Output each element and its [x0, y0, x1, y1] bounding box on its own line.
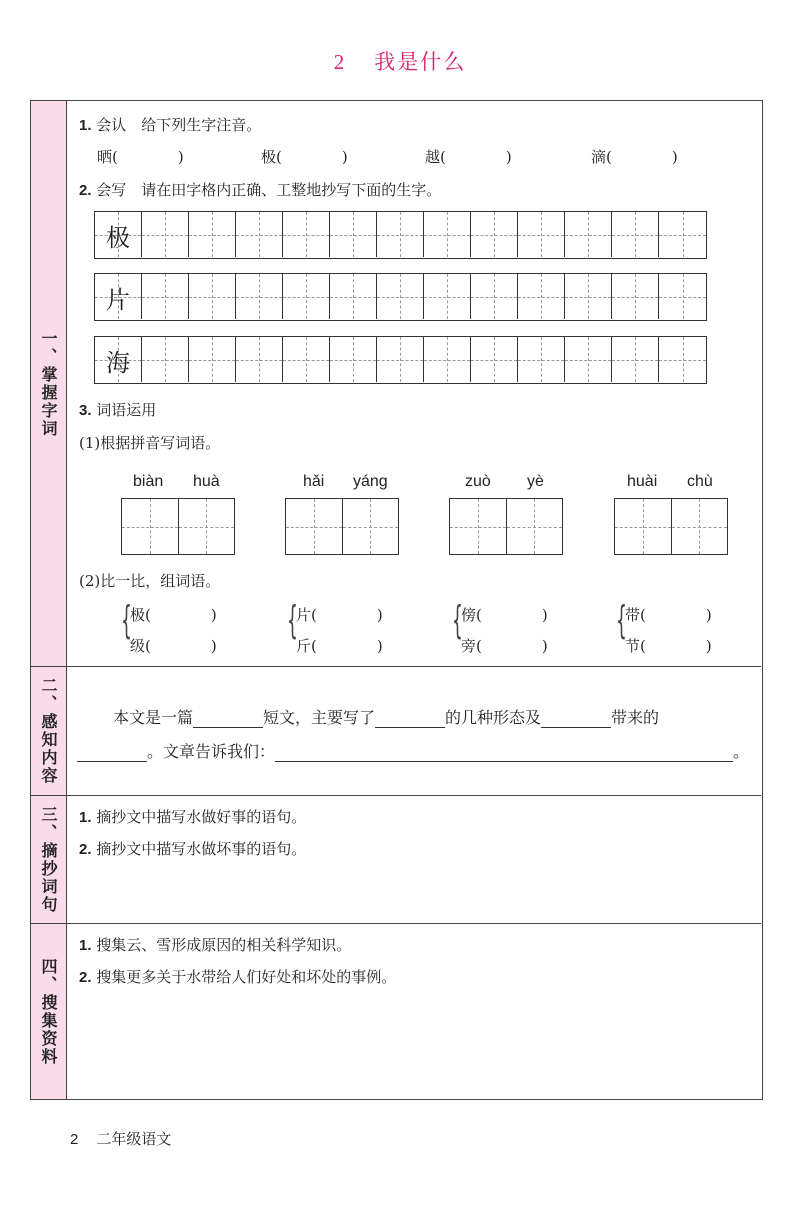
footer-book-title: 二年级语文 — [96, 1130, 172, 1148]
section-perceive-content — [31, 667, 761, 796]
compare-item: 傍( ) — [461, 606, 548, 624]
answer-box[interactable] — [449, 498, 563, 555]
pinyin: biàn — [133, 473, 164, 490]
pinyin: yè — [527, 473, 544, 490]
section-copy-sentences — [31, 796, 761, 924]
copy-char: 极 — [106, 224, 130, 252]
page-title — [0, 46, 800, 76]
tian-grid-row[interactable] — [94, 336, 707, 384]
page-number: 2 — [70, 1131, 79, 1148]
copy-item: 1. 摘抄文中描写水做好事的语句。 — [79, 808, 307, 826]
q3-sub2: (2)比一比，组词语。 — [79, 572, 221, 590]
brace-icon: { — [616, 598, 627, 642]
pinyin: chù — [687, 473, 713, 490]
compare-item: 斤( ) — [296, 637, 383, 655]
blank[interactable] — [193, 709, 263, 728]
lesson-number: 2 — [333, 50, 347, 74]
brace-icon: { — [452, 598, 463, 642]
q1-heading: 1. 会认 给下列生字注音。 — [79, 116, 262, 134]
pinyin: hǎi — [303, 473, 325, 490]
tian-grid-row[interactable] — [94, 211, 707, 259]
section-label-4: 四、搜集资料 — [31, 924, 67, 1099]
pinyin: huà — [193, 473, 220, 490]
q3-sub1: (1)根据拼音写词语。 — [79, 434, 221, 452]
blank[interactable] — [541, 709, 611, 728]
tian-grid-row[interactable] — [94, 273, 707, 321]
answer-box[interactable] — [121, 498, 235, 555]
answer-box[interactable] — [285, 498, 399, 555]
answer-box[interactable] — [614, 498, 728, 555]
collect-item: 1. 搜集云、雪形成原因的相关科学知识。 — [79, 936, 352, 954]
q1-char-item: 越( ) — [425, 148, 512, 166]
q1-char-item: 晒( ) — [97, 148, 184, 166]
q1-char-item: 极( ) — [261, 148, 348, 166]
pinyin: zuò — [465, 473, 491, 490]
blank[interactable] — [375, 709, 445, 728]
pinyin: huài — [627, 473, 658, 490]
collect-item: 2. 搜集更多关于水带给人们好处和坏处的事例。 — [79, 968, 397, 986]
copy-char: 片 — [106, 286, 130, 314]
blank[interactable] — [77, 743, 147, 762]
fill-line-1: 本文是一篇 短文，主要写了 的几种形态及 带来的 — [113, 708, 660, 727]
fill-line-2: 。文章告诉我们： 。 — [77, 739, 749, 762]
page-footer — [70, 1128, 171, 1149]
q1-char-item: 滴( ) — [591, 148, 678, 166]
section-master-words — [31, 101, 761, 667]
compare-item: 带( ) — [625, 606, 712, 624]
section-label-2: 二、感知内容 — [31, 667, 67, 795]
copy-item: 2. 摘抄文中描写水做坏事的语句。 — [79, 840, 307, 858]
compare-item: 旁( ) — [461, 637, 548, 655]
compare-item: 极( ) — [130, 606, 217, 624]
compare-item: 节( ) — [625, 637, 712, 655]
copy-char: 海 — [106, 349, 130, 377]
section-collect-materials — [31, 924, 761, 1099]
pinyin: yáng — [353, 473, 388, 490]
brace-icon: { — [287, 598, 298, 642]
compare-item: 级( ) — [130, 637, 217, 655]
section-label-1: 一、掌握字词 — [31, 101, 67, 666]
worksheet-frame — [30, 100, 763, 1100]
q3-heading: 3. 词语运用 — [79, 401, 157, 419]
q2-heading: 2. 会写 请在田字格内正确、工整地抄写下面的生字。 — [79, 181, 442, 199]
compare-item: 片( ) — [296, 606, 383, 624]
brace-icon: { — [121, 598, 132, 642]
blank[interactable] — [275, 743, 733, 762]
section-label-3: 三、摘抄词句 — [31, 796, 67, 923]
lesson-title: 我是什么 — [374, 50, 467, 74]
